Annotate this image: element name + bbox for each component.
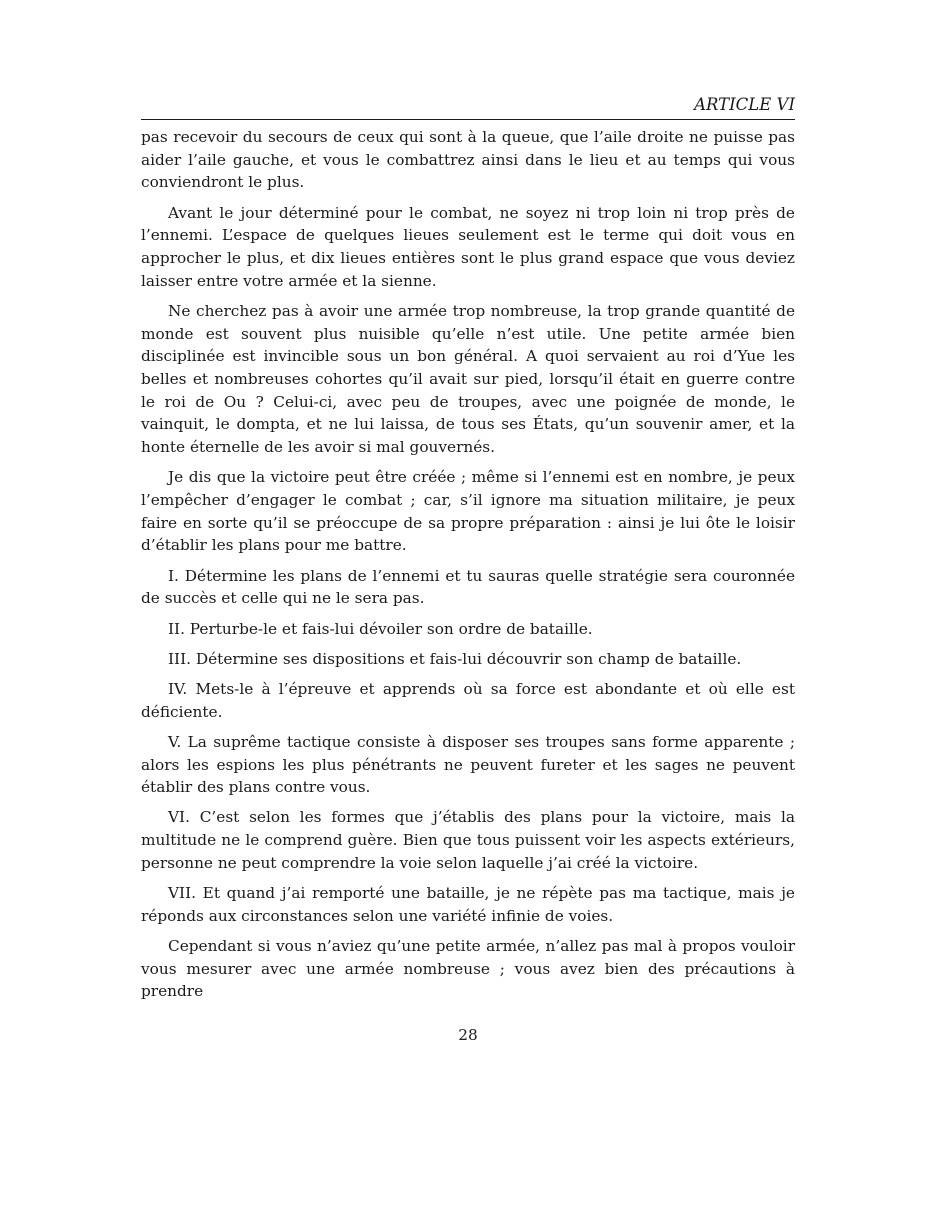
body-text: [141, 126, 795, 1003]
numbered-paragraph-iv: IV. Mets-le à l’épreuve et apprends où sa force est abondante et où elle est déficiente.: [141, 679, 795, 721]
numbered-paragraph-i: I. Détermine les plans de l’ennemi et tu sauras quelle stratégie sera couronnée de succès et celle qui ne le sera pas.: [141, 566, 795, 608]
numbered-paragraph-v: V. La suprême tactique consiste à disposer ses troupes sans forme apparente ; alors les espions les plus pénétrants ne peuvent fureter et les sages ne peuvent établir des plans contre vous.: [141, 732, 795, 797]
paragraph: Je dis que la victoire peut être créée ; même si l’ennemi est en nombre, je peux l’empêcher d’engager le combat ; car, s’il ignore ma situation militaire, je peux faire en sorte qu’il se préoccupe de sa propre préparation : ainsi je lui ôte le loisir d’établir les plans pour me battre.: [141, 468, 795, 555]
paragraph: Cependant si vous n’aviez qu’une petite armée, n’allez pas mal à propos vouloir vous mesurer avec une armée nombreuse ; vous avez bien des précautions à prendre: [141, 937, 795, 1001]
paragraph: Ne cherchez pas à avoir une armée trop nombreuse, la trop grande quantité de monde est souvent plus nuisible qu’elle n’est utile. Une petite armée bien disciplinée est invincible sous un bon général. A quoi servaient au roi d’Yue les belles et nombreuses cohortes qu’il avait sur pied, lorsqu’il était en guerre contre le roi de Ou ? Celui-ci, avec peu de troupes, avec une poignée de monde, le vainquit, le dompta, et ne lui laissa, de tous ses États, qu’un souvenir amer, et la honte éternelle de les avoir si mal gouvernés.: [141, 301, 795, 457]
paragraph-continued: pas recevoir du secours de ceux qui sont à la queue, que l’aile droite ne puisse pas aider l’aile gauche, et vous le combattrez ainsi dans le lieu et au temps qui vous conviendront le plus.: [141, 128, 795, 192]
paragraph: Avant le jour déterminé pour le combat, ne soyez ni trop loin ni trop près de l’ennemi. L’espace de quelques lieues seulement est le terme qui doit vous en approcher le plus, et dix lieues entières sont le plus grand espace que vous deviez laisser entre votre armée et la sienne.: [141, 203, 795, 290]
header-rule: [141, 119, 795, 120]
running-header-title: ARTICLE VI: [694, 95, 795, 114]
numbered-paragraph-iii: III. Détermine ses dispositions et fais-lui découvrir son champ de bataille.: [168, 649, 742, 668]
page-number: 28: [458, 1026, 478, 1044]
numbered-paragraph-vi: VI. C’est selon les formes que j’établis des plans pour la victoire, mais la multitude ne le comprend guère. Bien que tous puissent voir les aspects extérieurs, personne ne peut comprendre la voie selon laquelle j’ai créé la victoire.: [141, 808, 795, 872]
numbered-paragraph-vii: VII. Et quand j’ai remporté une bataille, je ne répète pas ma tactique, mais je réponds aux circonstances selon une variété infinie de voies.: [141, 884, 795, 925]
page-content: [141, 94, 795, 1011]
numbered-paragraph-ii: II. Perturbe-le et fais-lui dévoiler son ordre de bataille.: [168, 619, 593, 638]
